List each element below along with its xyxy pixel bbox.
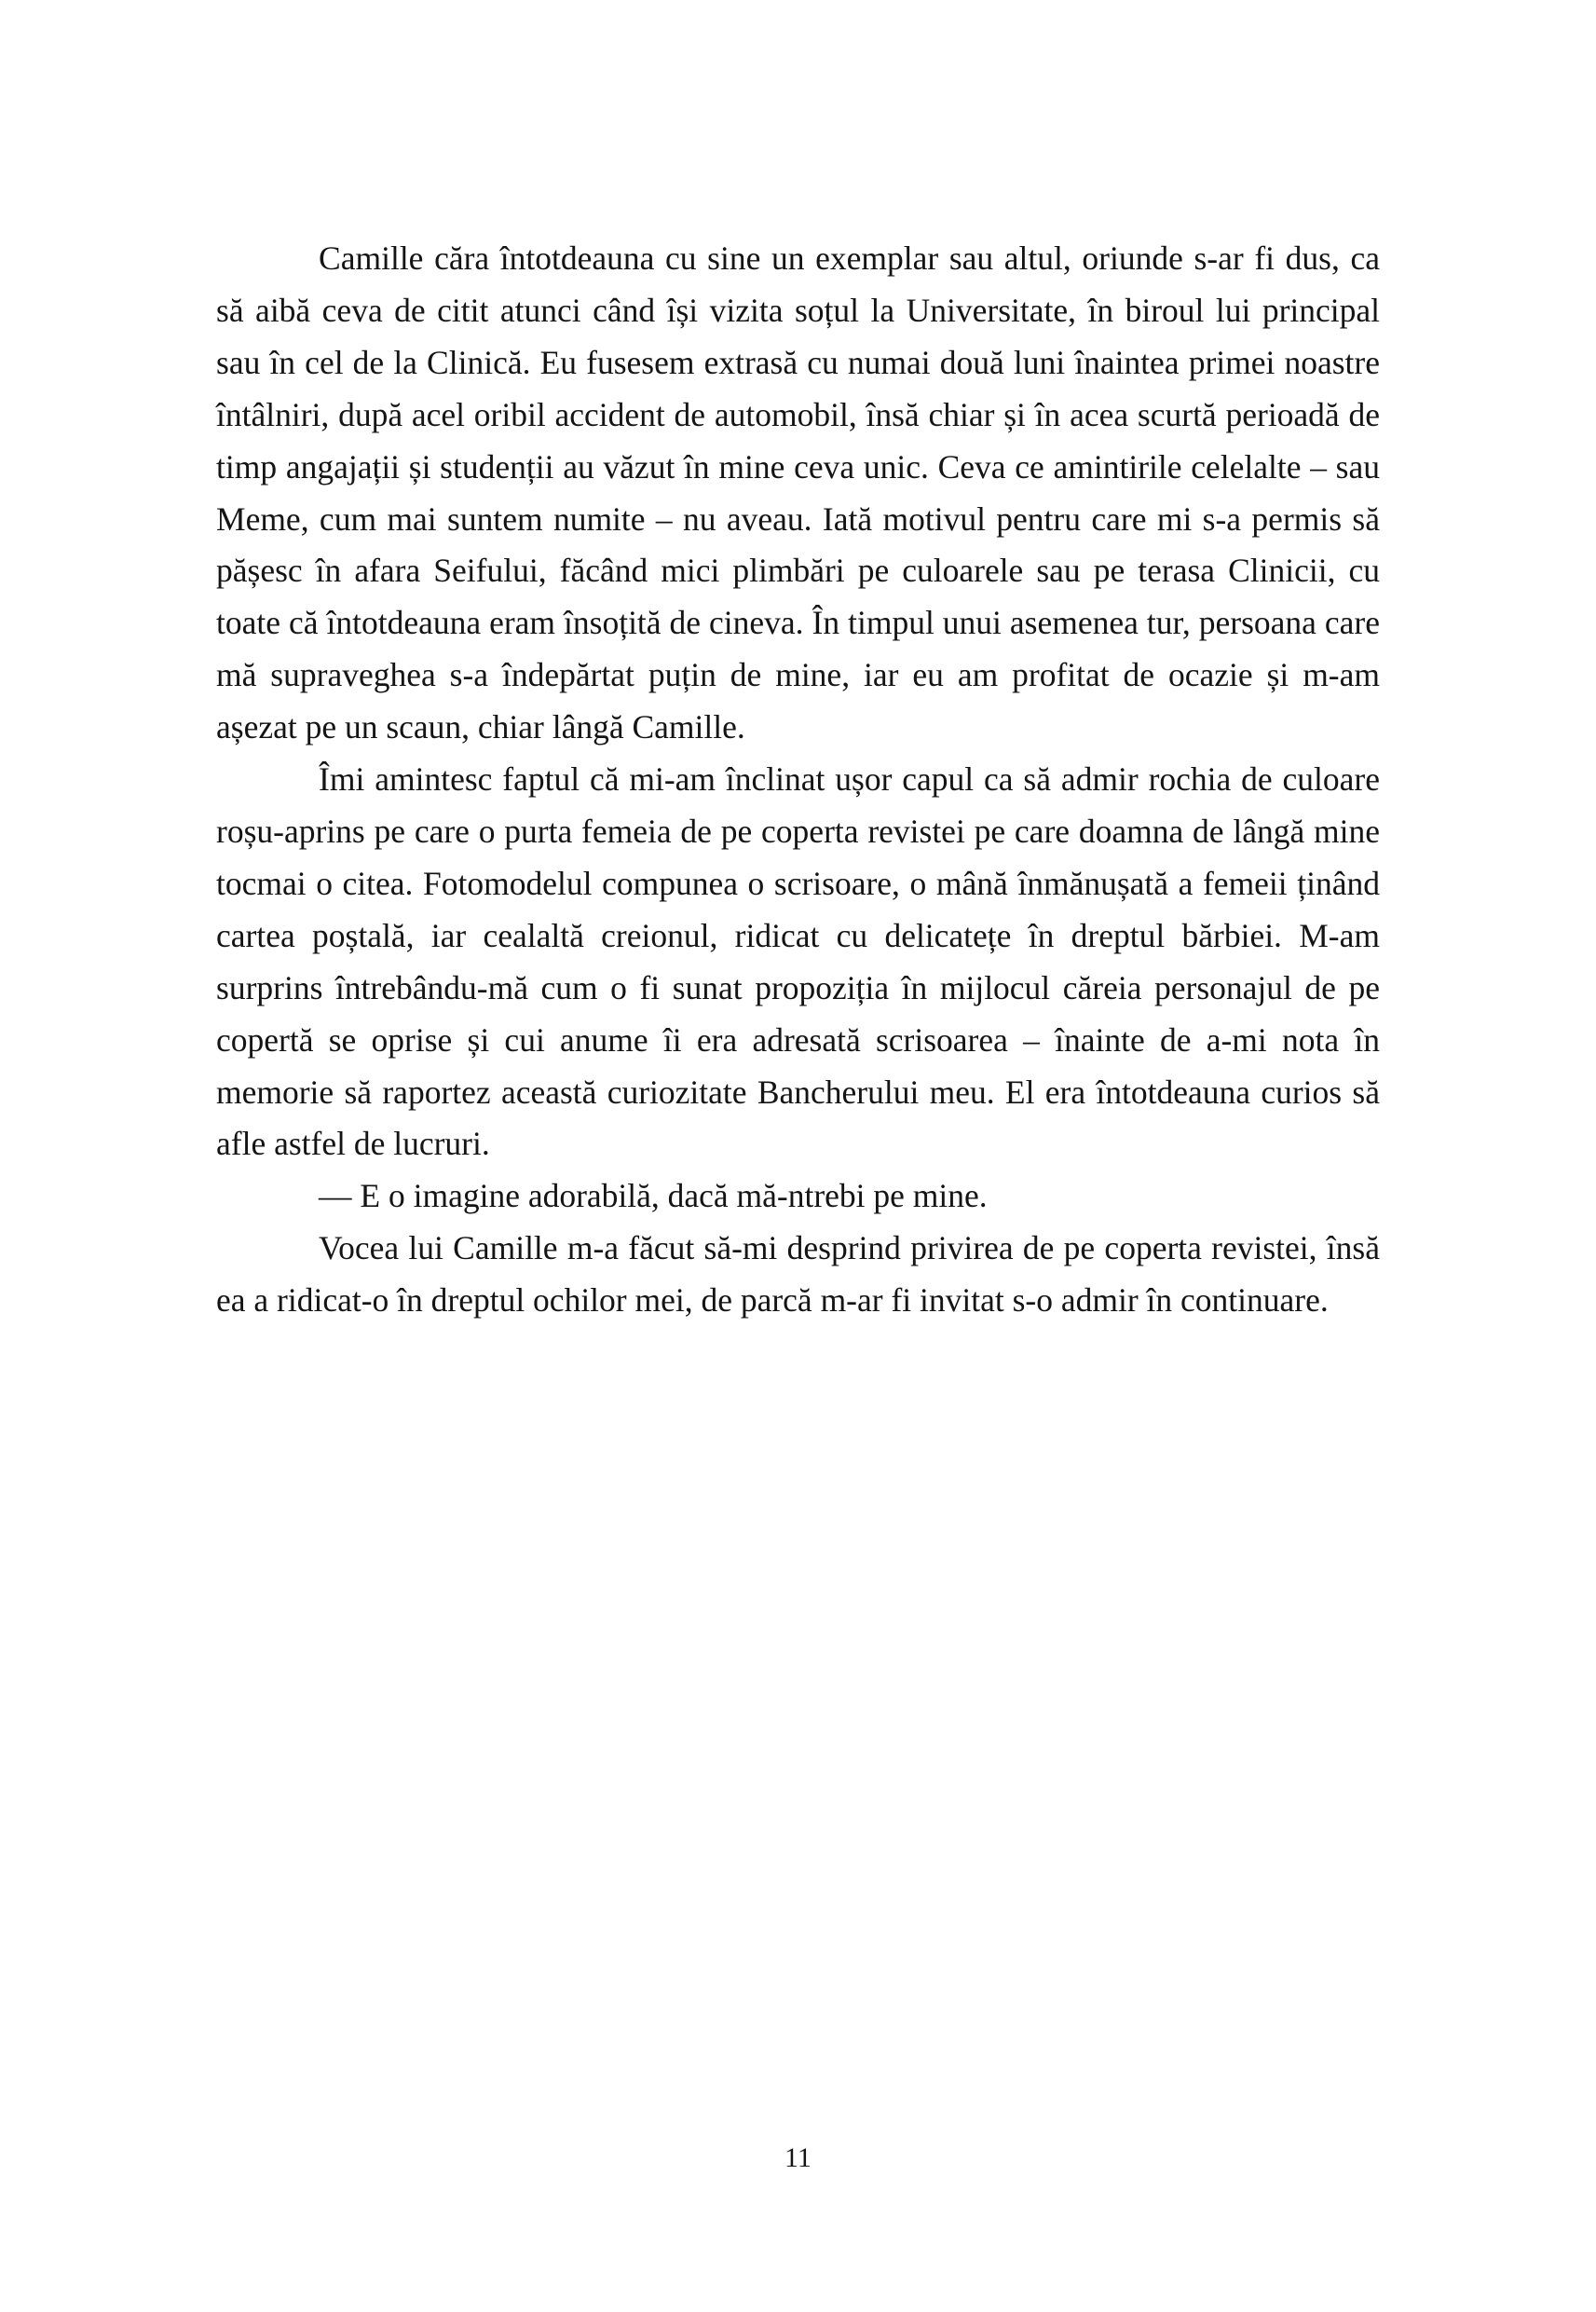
paragraph: Vocea lui Camille m-a făcut să-mi desprind privirea de pe coperta revistei, însă ea a ridicat-o în dreptul ochilor mei, de parcă m-ar fi invitat s-o admir în continuare. bbox=[216, 1229, 1380, 1320]
page-number: 11 bbox=[784, 2142, 812, 2173]
dialogue-line: — E o imagine adorabilă, dacă mă-ntrebi pe mine. bbox=[319, 1177, 988, 1215]
paragraph: Îmi amintesc faptul că mi-am înclinat ușor capul ca să admir rochia de culoare roșu-aprins pe care o purta femeia de pe coperta revistei pe care doamna de lângă mine tocmai o citea. Fotomodelul compunea o scrisoare, o mână înmănușată a femeii ținând cartea poștală, iar cealaltă creionul, ridicat cu delicatețe în dreptul bărbiei. M-am surprins întrebându-mă cum o fi sunat propoziția în mijlocul căreia personajul de pe copertă se oprise și cui anume îi era adresată scrisoarea – înainte de a-mi nota în memorie să raportez această curiozitate Bancherului meu. El era întotdeauna curios să afle astfel de lucruri. bbox=[216, 760, 1380, 1163]
paragraph: Camille căra întotdeauna cu sine un exemplar sau altul, oriunde s-ar fi dus, ca să aibă ceva de citit atunci când își vizita soțul la Universitate, în biroul lui principal sau în cel de la Clinică. Eu fusesem extrasă cu numai două luni înaintea primei noastre întâlniri, după acel oribil accident de automobil, însă chiar și în acea scurtă perioadă de timp angajații și studenții au văzut în mine ceva unic. Ceva ce amintirile celelalte – sau Meme, cum mai suntem numite – nu aveau. Iată motivul pentru care mi s-a permis să pășesc în afara Seifului, făcând mici plimbări pe culoarele sau pe terasa Clinicii, cu toate că întotdeauna eram însoțită de cineva. În timpul unui asemenea tur, persoana care mă supraveghea s-a îndepărtat puțin de mine, iar eu am profitat de ocazie și m-am așezat pe un scaun, chiar lângă Camille. bbox=[216, 239, 1380, 746]
page-body bbox=[216, 233, 1380, 1327]
